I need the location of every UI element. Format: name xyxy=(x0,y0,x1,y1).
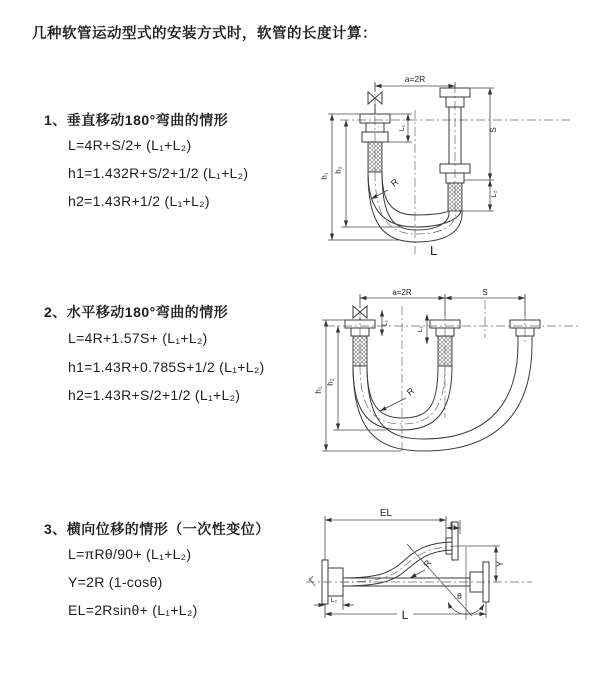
dim-l2-label: L₂ xyxy=(491,190,498,198)
radius-label: R xyxy=(421,558,434,570)
dim-l2-label: L₂ xyxy=(330,597,338,604)
middle-pipe-fitting xyxy=(430,320,460,366)
diagram-lateral-displacement xyxy=(300,502,600,644)
dim-h2-label: h₂ xyxy=(334,166,343,174)
section-3-formula-1: L=πRθ/90+ (L₁+L₂) xyxy=(68,546,192,562)
section-3-formula-2: Y=2R (1-cosθ) xyxy=(68,574,163,590)
left-pipe-fitting xyxy=(360,114,390,172)
diagram-horizontal-bend xyxy=(306,286,598,464)
dim-y-label: Y xyxy=(495,560,505,568)
dim-h1-label: h₁ xyxy=(314,386,323,394)
dim-h1-label: h₁ xyxy=(320,172,329,180)
dim-l1-label: L₁ xyxy=(382,320,389,326)
section-2-formula-3: h2=1.43R+S/2+1/2 (L₁+L₂) xyxy=(68,387,241,403)
length-label: L xyxy=(430,243,438,258)
radius-label: R xyxy=(404,385,417,398)
dim-s-label: S xyxy=(489,127,498,133)
dim-h2-label: h₂ xyxy=(326,378,335,386)
section-1-formula-3: h2=1.43R+1/2 (L₁+L₂) xyxy=(68,193,210,209)
dim-s-label: S xyxy=(482,288,488,297)
left-pipe-fitting xyxy=(345,320,375,366)
radius-label: R xyxy=(388,176,401,189)
section-2-formula-1: L=4R+1.57S+ (L₁+L₂) xyxy=(68,330,208,346)
dim-l1-label: L₁ xyxy=(399,124,406,132)
diagram-vertical-bend xyxy=(310,68,595,260)
section-1-heading: 1、垂直移动180°弯曲的情形 xyxy=(44,112,229,128)
section-2-heading: 2、水平移动180°弯曲的情形 xyxy=(44,304,229,320)
break-mark xyxy=(309,576,315,586)
dim-a-label: a=2R xyxy=(392,288,412,297)
section-1-formula-1: L=4R+S/2+ (L₁+L₂) xyxy=(68,137,192,153)
section-3-formula-3: EL=2Rsinθ+ (L₁+L₂) xyxy=(68,602,198,618)
dim-l2-label: L₂ xyxy=(417,325,424,333)
dim-a-label: a=2R xyxy=(404,74,426,84)
angle-label: θ xyxy=(457,591,462,601)
dim-l1-label: L₁ xyxy=(450,521,456,528)
page-title: 几种软管运动型式的安装方式时，软管的长度计算： xyxy=(32,26,377,42)
length-label: L xyxy=(401,608,409,622)
section-2-formula-2: h1=1.43R+0.785S+1/2 (L₁+L₂) xyxy=(68,359,265,375)
section-3-heading: 3、横向位移的情形（一次性变位） xyxy=(44,521,270,537)
hose-curved xyxy=(340,542,458,586)
dim-el-label: EL xyxy=(379,508,393,519)
section-1-formula-2: h1=1.432R+S/2+1/2 (L₁+L₂) xyxy=(68,165,249,181)
